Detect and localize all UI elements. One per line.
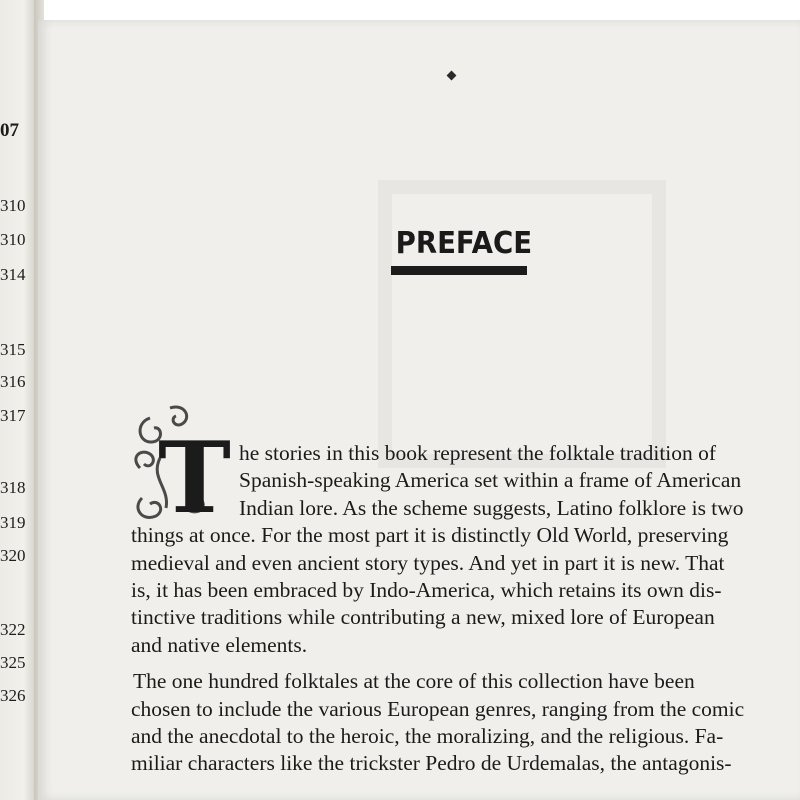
title-underline [391, 266, 527, 275]
bleed-through-graphic [378, 180, 666, 468]
left-page-number: 318 [0, 478, 26, 497]
text-line: medieval and even ancient story types. And yet in part it is new. That [131, 550, 725, 575]
left-page-number: 325 [0, 653, 26, 672]
text-line: he stories in this book represent the folktale tradition of [239, 441, 717, 465]
text-line: Indian lore. As the scheme suggests, Latino folklore is two [239, 495, 744, 520]
left-page-number: 314 [0, 265, 26, 284]
text-line: miliar characters like the trickster Pedro de Urdemalas, the antagonis- [131, 751, 732, 776]
left-page-number: 326 [0, 686, 26, 705]
text-line: Spanish-speaking America set within a frame of American [239, 468, 742, 493]
left-page-number: 319 [0, 513, 26, 532]
text-line: things at once. For the most part it is distinctly Old World, preserving [131, 523, 729, 548]
left-page-edge [0, 0, 34, 800]
left-page-number: 07 [0, 120, 19, 141]
text-line: and the anecdotal to the heroic, the moralizing, and the religious. Fa- [131, 723, 724, 748]
text-line: tinctive traditions while contributing a new, mixed lore of European [131, 605, 715, 630]
diamond-ornament-icon [447, 71, 457, 81]
page-title: PREFACE [395, 226, 533, 261]
drop-cap: T [158, 421, 231, 536]
text-line: The one hundred folktales at the core of this collection have been [133, 669, 695, 694]
left-page-number: 320 [0, 546, 26, 565]
text-line: is, it has been embraced by Indo-America, which retains its own dis- [131, 577, 722, 602]
left-page-number: 316 [0, 372, 26, 391]
left-page-number: 317 [0, 406, 26, 425]
left-page-number: 315 [0, 340, 26, 359]
text-line: and native elements. [131, 632, 308, 657]
left-page-number: 322 [0, 620, 26, 639]
left-page-number: 310 [0, 196, 26, 215]
left-page-number: 310 [0, 230, 26, 249]
preface-body [131, 440, 799, 778]
text-line: chosen to include the various European genres, ranging from the comic [131, 696, 745, 721]
